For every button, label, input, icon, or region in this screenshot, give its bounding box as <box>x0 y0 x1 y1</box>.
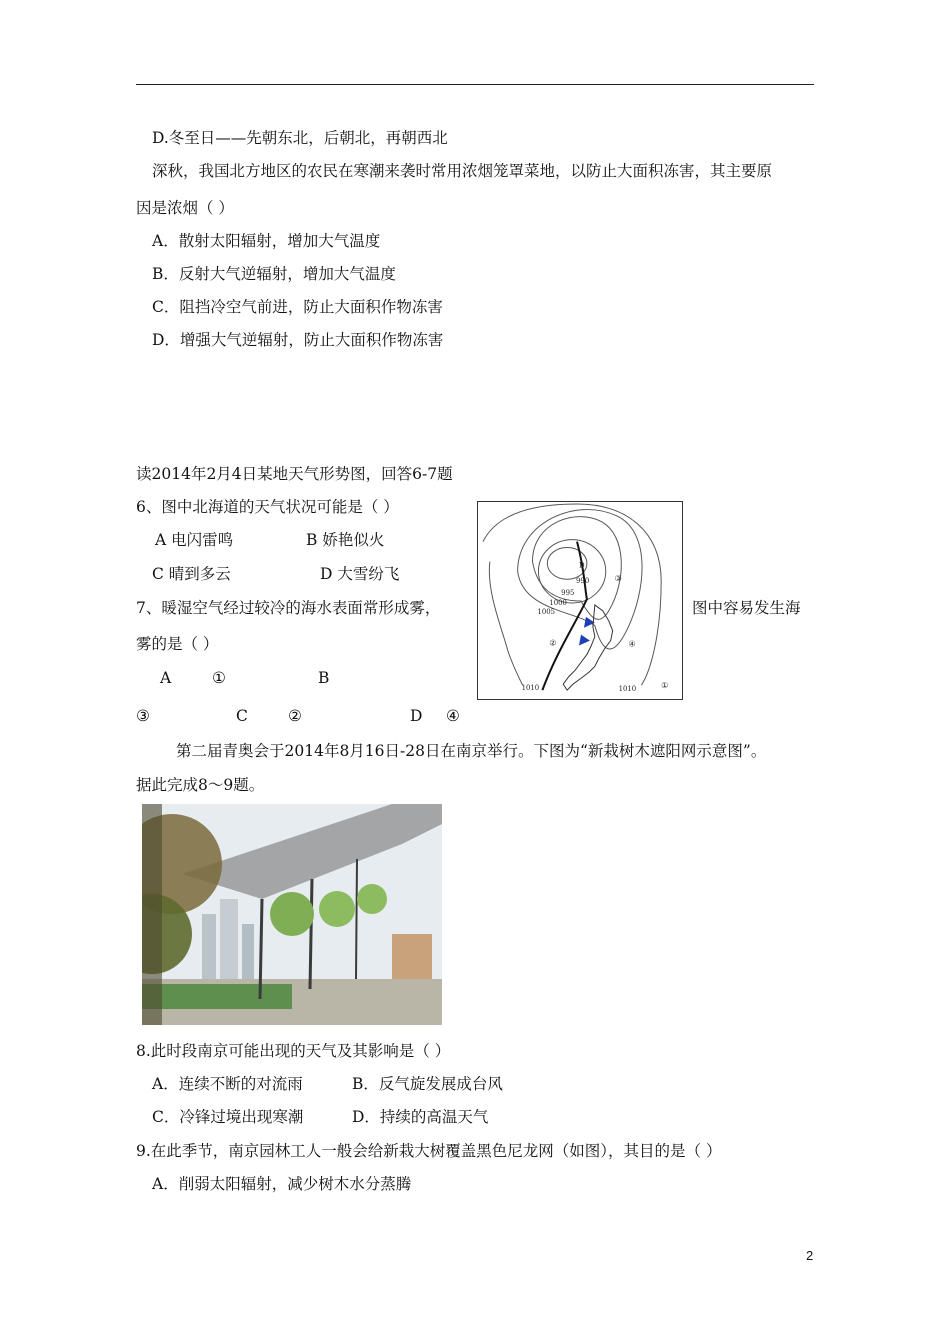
q5-option-a: A．散射太阳辐射，增加大气温度 <box>152 232 381 250</box>
option-d-winter-solstice: D.冬至日——先朝东北，后朝北，再朝西北 <box>152 129 448 147</box>
marker-1: ① <box>661 681 669 691</box>
header-rule <box>136 84 814 85</box>
q8-option-a: A．连续不断的对流雨 <box>152 1075 303 1093</box>
isobar-label-1005: 1005 <box>537 607 556 616</box>
shade-net-photo <box>142 804 442 1025</box>
weather-map-figure <box>477 501 683 700</box>
q7-option-d-value: ④ <box>446 707 460 725</box>
front-triangle-2 <box>579 635 590 646</box>
q6-option-b: B 娇艳似火 <box>306 531 385 549</box>
japan-coastline <box>563 605 612 690</box>
q7-option-c-value: ② <box>288 707 302 725</box>
question-8-stem: 8.此时段南京可能出现的天气及其影响是（ ） <box>136 1042 451 1060</box>
question-9-stem: 9.在此季节，南京园林工人一般会给新栽大树覆盖黑色尼龙网（如图），其目的是（ ） <box>136 1142 722 1160</box>
q5-option-b: B．反射大气逆辐射，增加大气温度 <box>152 265 396 283</box>
q5-option-c: C．阻挡冷空气前进，防止大面积作物冻害 <box>152 298 443 316</box>
section-8-9-intro: 第二届青奥会于2014年8月16日-28日在南京举行。下图为“新栽树木遮阳网示意图”。 <box>176 742 767 760</box>
isobar-label-1000: 1000 <box>549 598 567 607</box>
marker-2: ② <box>549 638 557 648</box>
marker-4: ④ <box>628 639 636 649</box>
q8-option-b: B．反气旋发展成台风 <box>352 1075 503 1093</box>
isobar-label-1010-right: 1010 <box>618 685 637 694</box>
q8-option-d: D．持续的高温天气 <box>352 1108 489 1126</box>
isobar-1010-left <box>489 561 522 685</box>
q7-option-b-value: ③ <box>136 707 150 725</box>
q7-option-a-letter: A <box>160 669 172 687</box>
isobar-1000 <box>532 517 621 620</box>
q6-option-d: D 大雪纷飞 <box>320 565 400 583</box>
isobar-label-995: 995 <box>561 589 575 598</box>
q6-option-a: A 电闪雷鸣 <box>155 531 234 549</box>
q7-option-a-value: ① <box>212 669 226 687</box>
section-8-9-intro-cont: 据此完成8～9题。 <box>136 776 265 794</box>
isobar-map <box>478 502 682 699</box>
isobar-label-990: 990 <box>576 577 590 586</box>
low-pressure-label: D <box>579 561 585 570</box>
question-7-stem-right: 图中容易发生海 <box>692 599 801 617</box>
q9-option-a: A．削弱太阳辐射，减少树木水分蒸腾 <box>152 1175 412 1193</box>
q7-option-b-letter: B <box>318 669 330 687</box>
isobar-label-1010-left: 1010 <box>521 684 540 693</box>
q6-option-c: C 晴到多云 <box>152 565 231 583</box>
question-7-stem: 7、暖湿空气经过较冷的海水表面常形成雾， <box>136 599 441 617</box>
shade-net-illustration <box>142 804 442 1025</box>
question-5-stem: 深秋，我国北方地区的农民在寒潮来袭时常用浓烟笼罩菜地，以防止大面积冻害，其主要原 <box>152 162 773 180</box>
page-number: 2 <box>806 1248 814 1263</box>
question-6-stem: 6、图中北海道的天气状况可能是（ ） <box>136 498 399 516</box>
q7-option-c-letter: C <box>236 707 248 725</box>
q7-option-d-letter: D <box>410 707 423 725</box>
q8-option-c: C．冷锋过境出现寒潮 <box>152 1108 304 1126</box>
question-5-stem-cont: 因是浓烟（ ） <box>136 199 234 217</box>
section-6-7-intro: 读2014年2月4日某地天气形势图，回答6-7题 <box>136 465 453 483</box>
marker-3: ③ <box>614 574 622 584</box>
q5-option-d: D．增强大气逆辐射，防止大面积作物冻害 <box>152 331 444 349</box>
question-7-stem-cont: 雾的是（ ） <box>136 635 219 653</box>
